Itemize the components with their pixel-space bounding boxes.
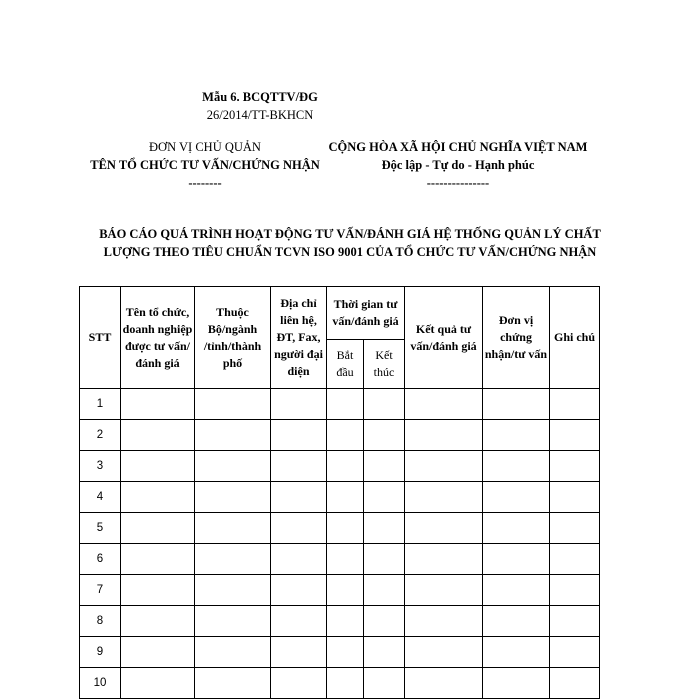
table-cell[interactable] [364, 668, 405, 699]
left-divider: -------- [188, 176, 222, 190]
table-cell[interactable] [483, 513, 550, 544]
table-row [80, 389, 600, 420]
table-cell[interactable] [364, 575, 405, 606]
country-name: CỘNG HÒA XÃ HỘI CHỦ NGHĨA VIỆT NAM [328, 140, 588, 154]
table-cell[interactable] [195, 513, 271, 544]
table-row [80, 668, 600, 699]
header-result: Kết quả tư vấn/đánh giá [405, 287, 483, 389]
table-cell[interactable] [364, 451, 405, 482]
circular-number: 26/2014/TT-BKHCN [206, 108, 314, 122]
table-cell[interactable] [405, 513, 483, 544]
table-cell[interactable] [550, 451, 600, 482]
table-cell[interactable] [483, 668, 550, 699]
table-cell[interactable] [327, 637, 364, 668]
table-cell[interactable] [271, 606, 327, 637]
row-number: 2 [80, 420, 121, 451]
table-cell[interactable] [405, 637, 483, 668]
table-cell[interactable] [121, 606, 195, 637]
table-cell[interactable] [121, 451, 195, 482]
row-number: 4 [80, 482, 121, 513]
header-end: Kết thúc [364, 340, 405, 389]
table-cell[interactable] [364, 420, 405, 451]
table-cell[interactable] [364, 482, 405, 513]
table-cell[interactable] [364, 513, 405, 544]
table-cell[interactable] [364, 606, 405, 637]
table-row [80, 575, 600, 606]
header-note: Ghi chú [550, 287, 600, 389]
table-row [80, 451, 600, 482]
table-cell[interactable] [121, 575, 195, 606]
table-cell[interactable] [271, 513, 327, 544]
table-header-row [80, 287, 600, 340]
table-cell[interactable] [195, 482, 271, 513]
table-cell[interactable] [550, 420, 600, 451]
row-number: 1 [80, 389, 121, 420]
table-cell[interactable] [121, 420, 195, 451]
table-cell[interactable] [327, 544, 364, 575]
table-cell[interactable] [271, 389, 327, 420]
header-address: Địa chỉ liên hệ, ĐT, Fax, người đại diện [271, 287, 327, 389]
row-number: 5 [80, 513, 121, 544]
table-cell[interactable] [364, 389, 405, 420]
table-cell[interactable] [271, 575, 327, 606]
table-cell[interactable] [195, 420, 271, 451]
report-table [79, 286, 600, 699]
table-cell[interactable] [271, 544, 327, 575]
header-ministry: Thuộc Bộ/ngành /tỉnh/thành phố [195, 287, 271, 389]
table-row [80, 637, 600, 668]
table-cell[interactable] [550, 513, 600, 544]
table-cell[interactable] [195, 544, 271, 575]
right-divider: --------------- [426, 176, 490, 190]
table-cell[interactable] [271, 637, 327, 668]
header-org-name: Tên tổ chức, doanh nghiệp được tư vấn/ đánh giá [121, 287, 195, 389]
table-cell[interactable] [483, 544, 550, 575]
table-cell[interactable] [550, 389, 600, 420]
table-cell[interactable] [405, 389, 483, 420]
table-cell[interactable] [483, 606, 550, 637]
table-cell[interactable] [327, 482, 364, 513]
table-cell[interactable] [364, 544, 405, 575]
table-cell[interactable] [405, 606, 483, 637]
table-cell[interactable] [550, 482, 600, 513]
table-row [80, 606, 600, 637]
table-cell[interactable] [195, 575, 271, 606]
table-cell[interactable] [550, 575, 600, 606]
table-cell[interactable] [550, 606, 600, 637]
table-cell[interactable] [327, 606, 364, 637]
row-number: 8 [80, 606, 121, 637]
national-header [320, 138, 596, 192]
table-cell[interactable] [195, 637, 271, 668]
form-code-block [180, 88, 340, 124]
row-number: 6 [80, 544, 121, 575]
table-cell[interactable] [271, 451, 327, 482]
form-code: Mẫu 6. BCQTTV/ĐG [202, 90, 318, 104]
header-start: Bắt đầu [327, 340, 364, 389]
row-number: 10 [80, 668, 121, 699]
table-cell[interactable] [327, 420, 364, 451]
table-cell[interactable] [483, 575, 550, 606]
table-cell[interactable] [195, 606, 271, 637]
table-cell[interactable] [405, 575, 483, 606]
table-cell[interactable] [364, 637, 405, 668]
row-number: 9 [80, 637, 121, 668]
organization-name: TÊN TỔ CHỨC TƯ VẤN/CHỨNG NHẬN [90, 158, 320, 172]
table-cell[interactable] [327, 389, 364, 420]
table-row [80, 420, 600, 451]
header-cert-unit: Đơn vị chứng nhận/tư vấn [483, 287, 550, 389]
table-body [80, 389, 600, 699]
table-cell[interactable] [483, 637, 550, 668]
table-cell[interactable] [405, 482, 483, 513]
table-cell[interactable] [195, 668, 271, 699]
table-cell[interactable] [405, 451, 483, 482]
table-cell[interactable] [405, 420, 483, 451]
table-cell[interactable] [271, 420, 327, 451]
header-stt: STT [80, 287, 121, 389]
table-row [80, 513, 600, 544]
table-cell[interactable] [121, 482, 195, 513]
table-cell[interactable] [271, 482, 327, 513]
row-number: 3 [80, 451, 121, 482]
table-cell[interactable] [327, 575, 364, 606]
authority-name: ĐƠN VỊ CHỦ QUẢN [149, 140, 261, 154]
table-cell[interactable] [483, 482, 550, 513]
national-motto: Độc lập - Tự do - Hạnh phúc [381, 158, 535, 172]
organization-header [90, 138, 320, 192]
table-cell[interactable] [550, 668, 600, 699]
table-cell[interactable] [195, 389, 271, 420]
table-cell[interactable] [483, 389, 550, 420]
table-row [80, 482, 600, 513]
table-cell[interactable] [405, 668, 483, 699]
table-cell[interactable] [121, 637, 195, 668]
table-cell[interactable] [121, 389, 195, 420]
table-cell[interactable] [483, 420, 550, 451]
table-cell[interactable] [550, 544, 600, 575]
table-cell[interactable] [271, 668, 327, 699]
table-row [80, 544, 600, 575]
table-cell[interactable] [195, 451, 271, 482]
table-cell[interactable] [327, 451, 364, 482]
row-number: 7 [80, 575, 121, 606]
table-cell[interactable] [327, 668, 364, 699]
table-cell[interactable] [121, 668, 195, 699]
table-cell[interactable] [405, 544, 483, 575]
table-cell[interactable] [550, 637, 600, 668]
report-title: BÁO CÁO QUÁ TRÌNH HOẠT ĐỘNG TƯ VẤN/ĐÁNH GIÁ HỆ THỐNG QUẢN LÝ CHẤT LƯỢNG THEO TIÊU CHUẨN TCVN ISO 9001 CỦA TỔ CHỨC TƯ VẤN/CHỨNG NHẬN [99, 227, 601, 259]
table-cell[interactable] [483, 451, 550, 482]
table-cell[interactable] [327, 513, 364, 544]
table-cell[interactable] [121, 513, 195, 544]
header-time: Thời gian tư vấn/đánh giá [327, 287, 405, 340]
table-cell[interactable] [121, 544, 195, 575]
